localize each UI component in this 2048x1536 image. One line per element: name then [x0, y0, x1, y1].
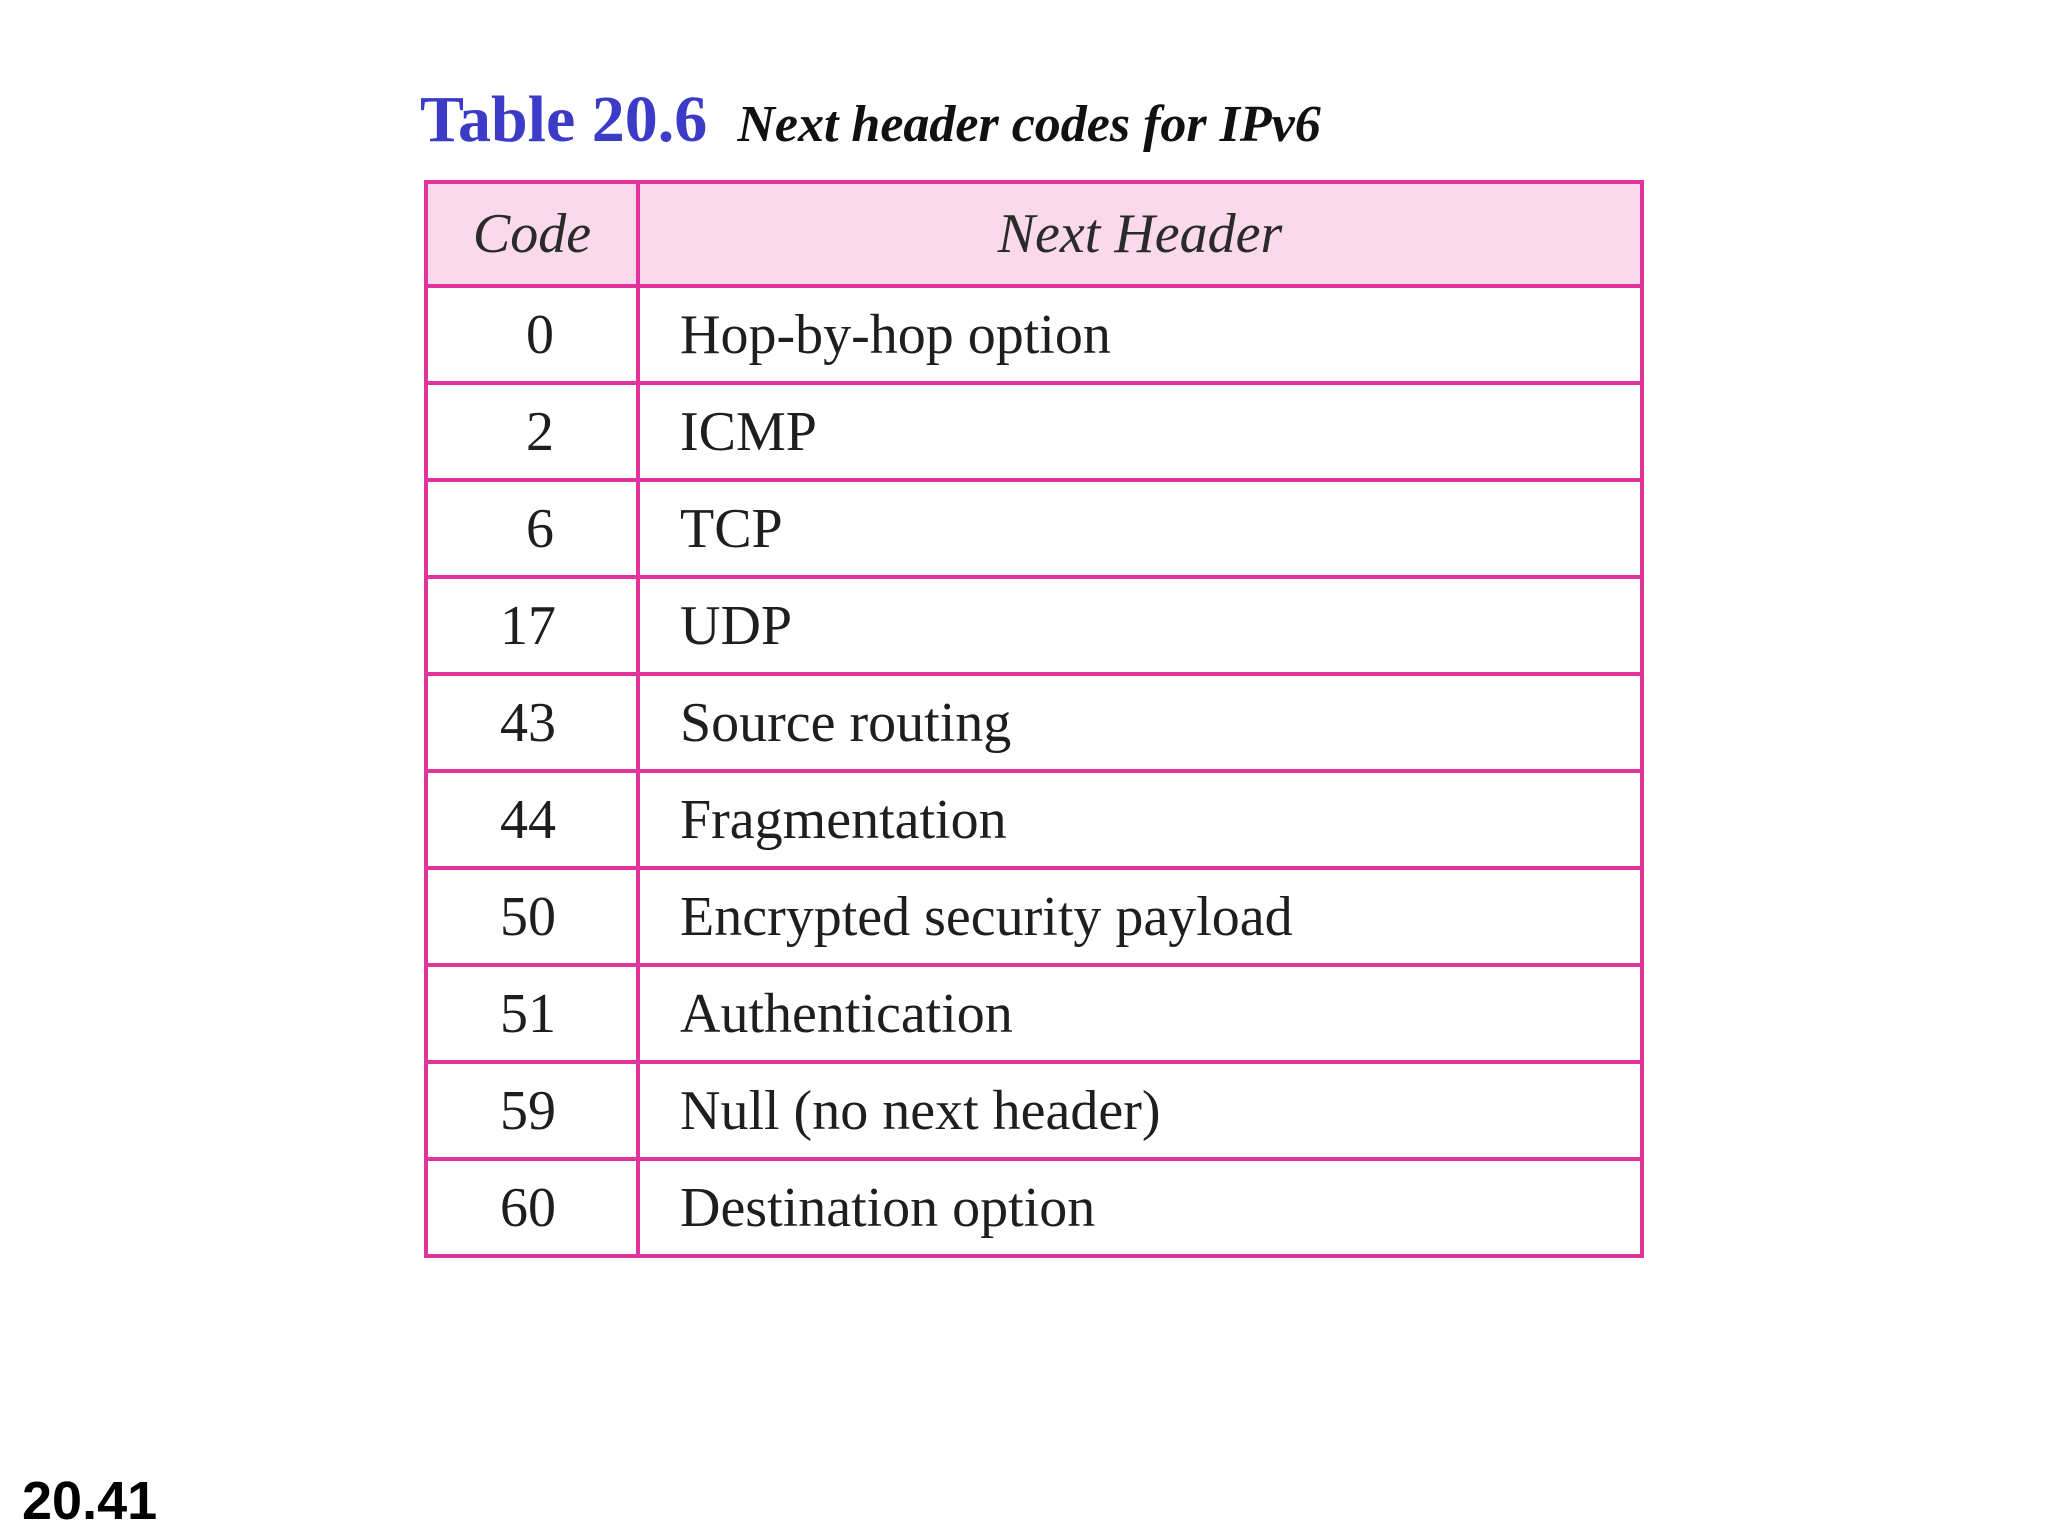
table-row [426, 868, 1642, 965]
code-cell: 51 [426, 965, 638, 1062]
next-header-cell: Fragmentation [638, 771, 1642, 868]
code-cell: 2 [426, 383, 638, 480]
table-caption: Next header codes for IPv6 [737, 96, 1321, 153]
table-row [426, 1062, 1642, 1159]
code-cell: 17 [426, 577, 638, 674]
next-header-cell: Authentication [638, 965, 1642, 1062]
next-header-cell: Encrypted security payload [638, 868, 1642, 965]
next-header-cell: Destination option [638, 1159, 1642, 1256]
slide-number: 20.41 [22, 1471, 158, 1531]
table-row [426, 286, 1642, 383]
table-row [426, 577, 1642, 674]
code-cell: 59 [426, 1062, 638, 1159]
code-cell: 50 [426, 868, 638, 965]
table-row [426, 771, 1642, 868]
table-row [426, 1159, 1642, 1256]
next-header-cell: Hop-by-hop option [638, 286, 1642, 383]
table-header-row [426, 182, 1642, 286]
next-header-cell: Null (no next header) [638, 1062, 1642, 1159]
table-row [426, 674, 1642, 771]
table-title [420, 82, 1321, 158]
table-row [426, 480, 1642, 577]
next-header-codes-table [424, 180, 1644, 1258]
column-header-code: Code [426, 182, 638, 286]
table-container [424, 180, 1640, 1258]
next-header-cell: ICMP [638, 383, 1642, 480]
table-row [426, 383, 1642, 480]
next-header-cell: UDP [638, 577, 1642, 674]
next-header-cell: Source routing [638, 674, 1642, 771]
code-cell: 6 [426, 480, 638, 577]
code-cell: 44 [426, 771, 638, 868]
next-header-cell: TCP [638, 480, 1642, 577]
table-row [426, 965, 1642, 1062]
code-cell: 0 [426, 286, 638, 383]
code-cell: 43 [426, 674, 638, 771]
code-cell: 60 [426, 1159, 638, 1256]
column-header-next-header: Next Header [638, 182, 1642, 286]
table-number: Table 20.6 [420, 83, 708, 156]
